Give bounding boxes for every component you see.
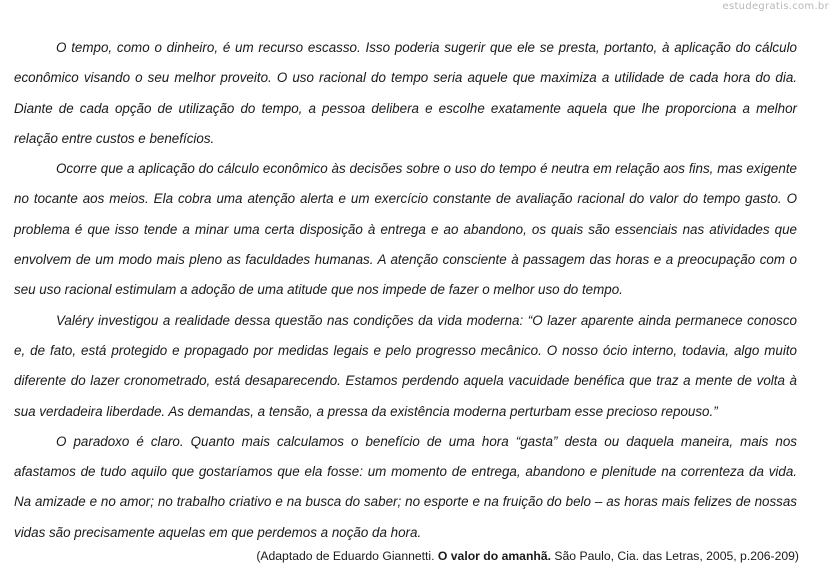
source-suffix: São Paulo, Cia. das Letras, 2005, p.206-209) bbox=[551, 549, 799, 563]
source-citation bbox=[256, 549, 799, 563]
source-title: O valor do amanhã. bbox=[437, 549, 552, 563]
paragraph-4: O paradoxo é claro. Quanto mais calculamos o benefício de uma hora “gasta” desta ou daquela maneira, mais nos afastamos de tudo aquilo que gostaríamos que ela fosse: um momento de entrega, abandono e plenitude na correnteza da vida. Na amizade e no amor; no trabalho criativo e na busca do saber; no esporte e na fruição do belo – as horas mais felizes de nossas vidas são precisamente aquelas em que perdemos a noção da hora. bbox=[14, 433, 797, 540]
watermark-text: estudegratis.com.br bbox=[722, 1, 829, 12]
article-text bbox=[14, 33, 797, 548]
paragraph-3: Valéry investigou a realidade dessa questão nas condições da vida moderna: “O lazer aparente ainda permanece conosco e, de fato, está protegido e propagado por medidas legais e pelo progresso mecânico. O nosso ócio interno, todavia, algo muito diferente do lazer cronometrado, está desaparecendo. Estamos perdendo aquela vacuidade benéfica que traz a mente de volta à sua verdadeira liberdade. As demandas, a tensão, a pressa da existência moderna perturbam esse precioso repouso.” bbox=[14, 312, 797, 419]
paragraph-2: Ocorre que a aplicação do cálculo econômico às decisões sobre o uso do tempo é neutra em relação aos fins, mas exigente no tocante aos meios. Ela cobra uma atenção alerta e um exercício constante de avaliação racional do valor do tempo gasto. O problema é que isso tende a minar uma certa disposição à entrega e ao abandono, os quais são essenciais nas atividades que envolvem de um modo mais pleno as faculdades humanas. A atenção consciente à passagem das horas e a preocupação com o seu uso racional estimulam a adoção de uma atitude que nos impede de fazer o melhor uso do tempo. bbox=[14, 161, 797, 298]
paragraph-1: O tempo, como o dinheiro, é um recurso escasso. Isso poderia sugerir que ele se presta, portanto, à aplicação do cálculo econômico visando o seu melhor proveito. O uso racional do tempo seria aquele que maximiza a utilidade de cada hora do dia. Diante de cada opção de utilização do tempo, a pessoa delibera e escolhe exatamente aquela que lhe proporciona a melhor relação entre custos e benefícios. bbox=[14, 40, 797, 146]
source-prefix: (Adaptado de Eduardo Giannetti. bbox=[256, 549, 438, 563]
